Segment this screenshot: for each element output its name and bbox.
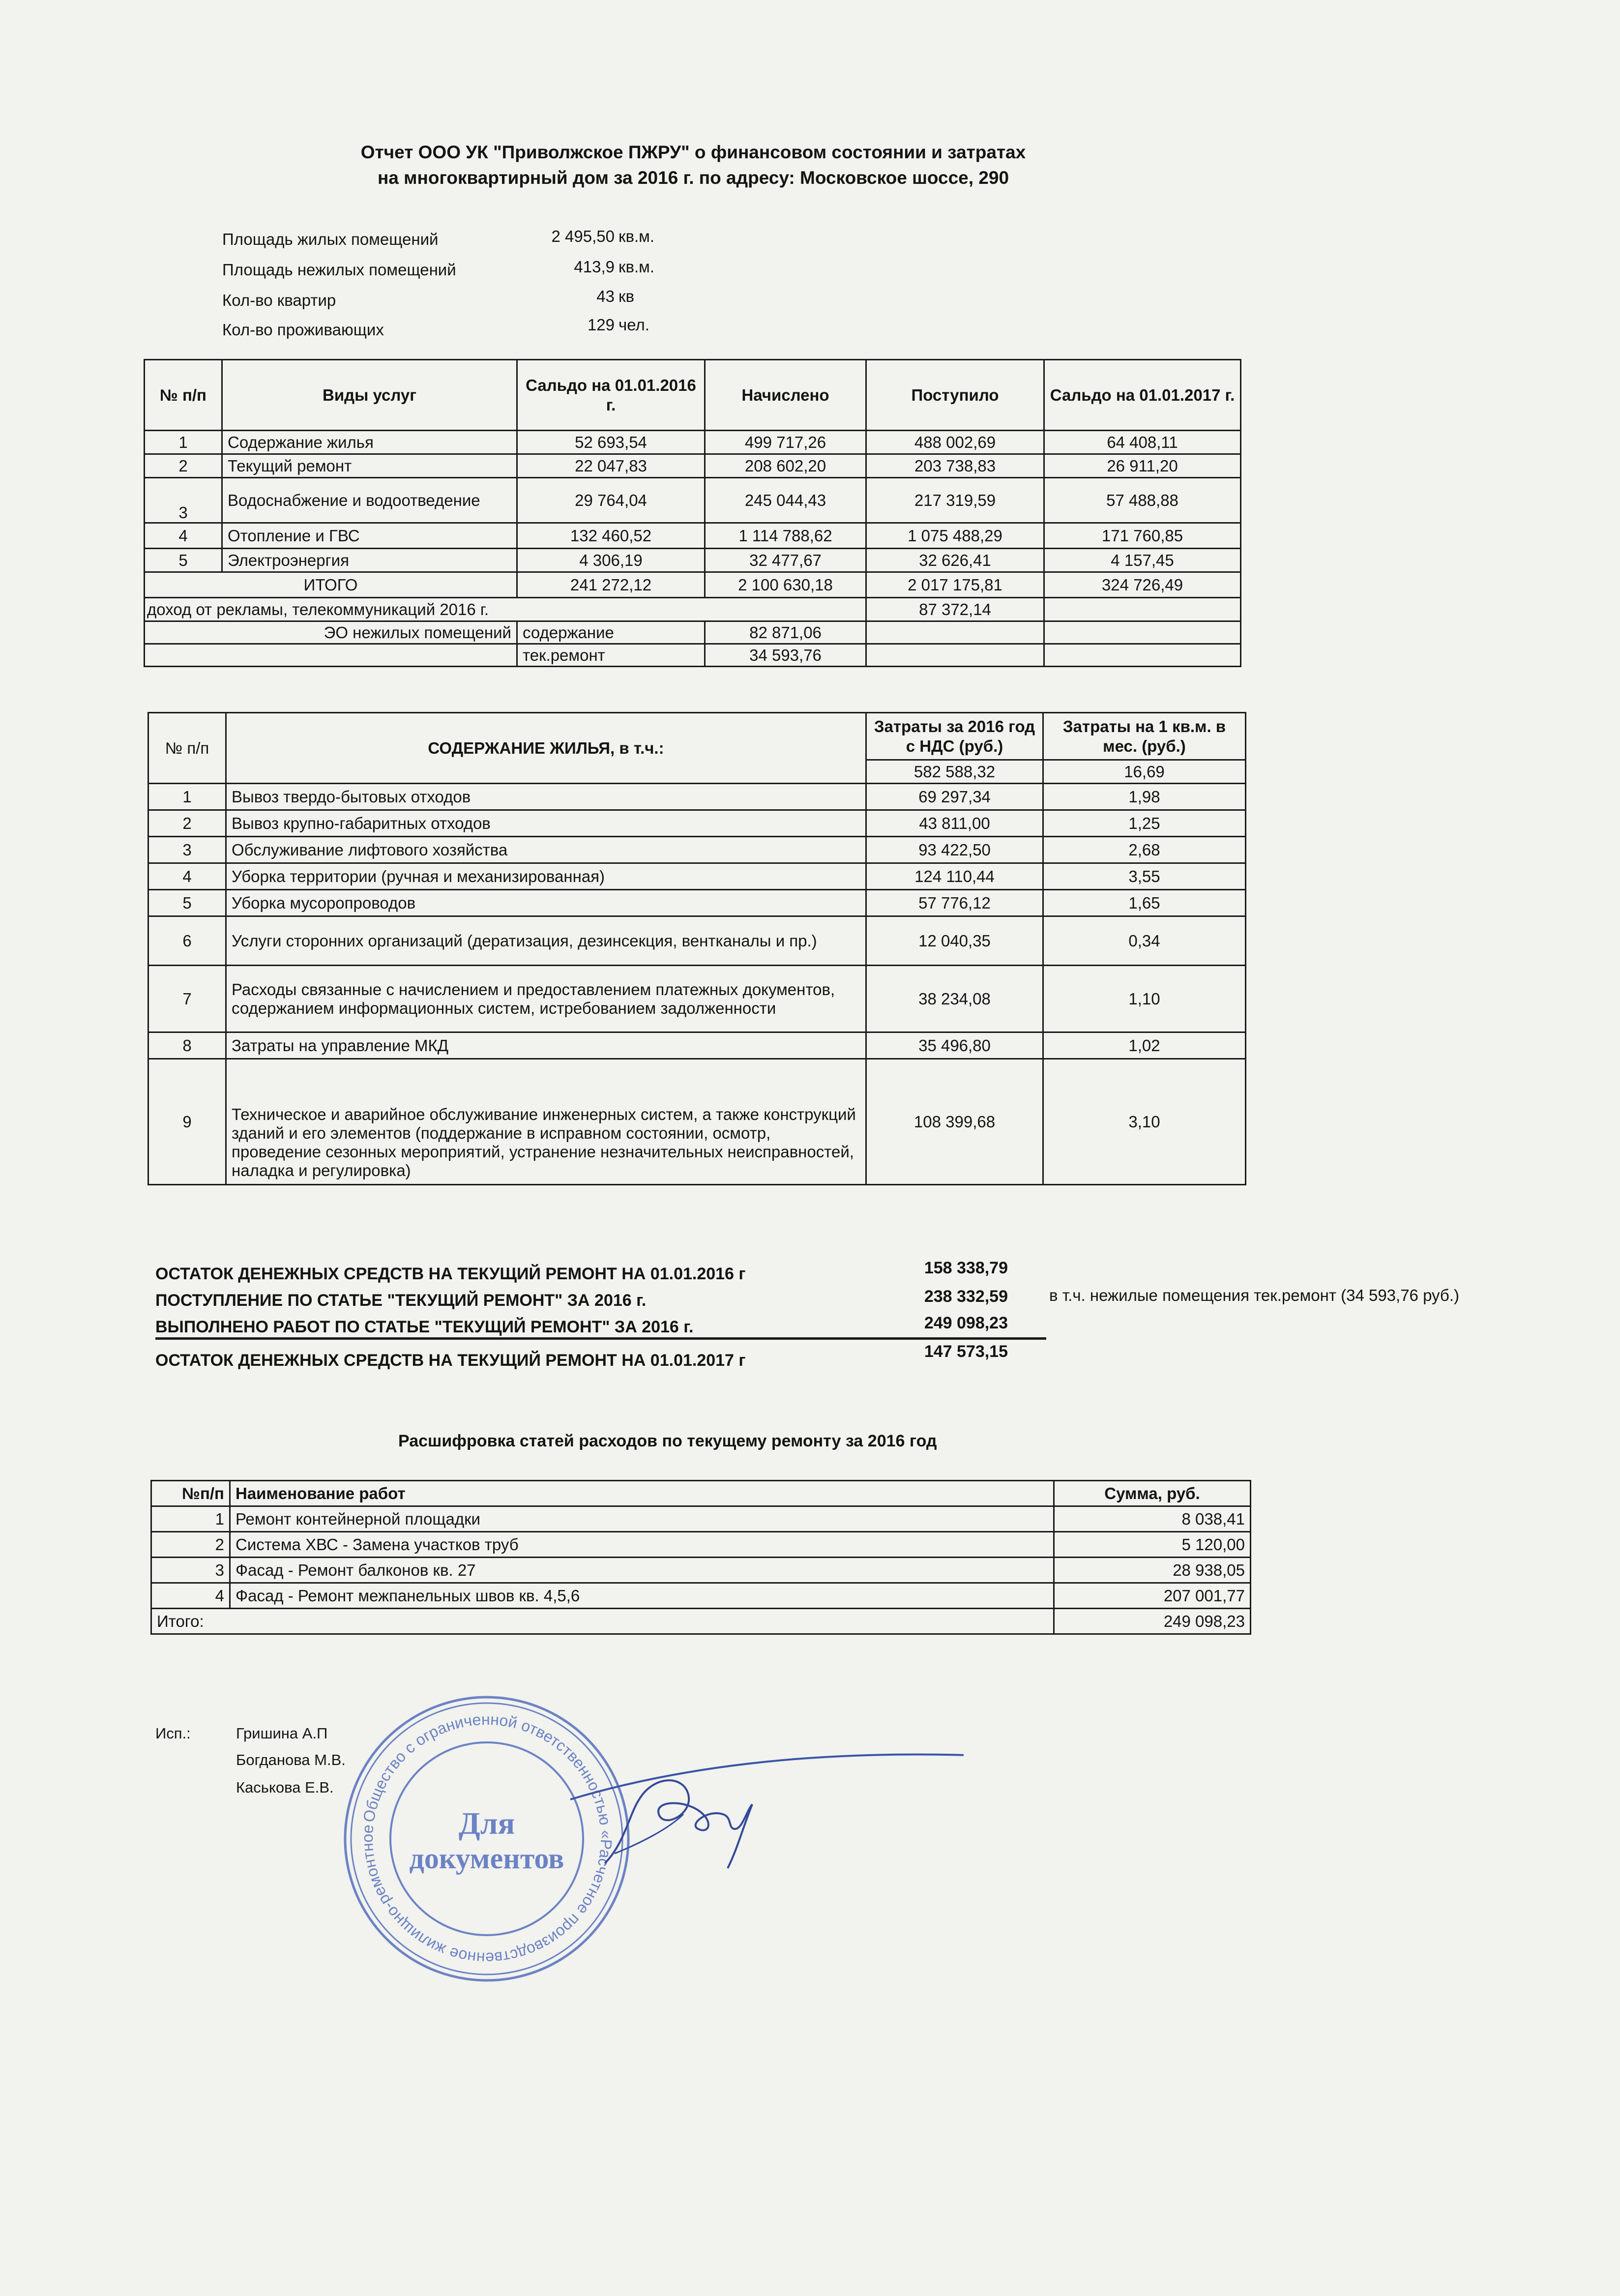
cell-value: 4 306,19 [517,549,705,572]
cell-value: 3,10 [1043,1059,1246,1185]
item-name: Техническое и аварийное обслуживание инженерных систем, а также конструкций зданий и его элементов (поддержание в исправном состоянии, осмотр, проведение сезонных мероприятий, устранение незначительных неисправностей, наладка и регулировка) [226,1059,866,1185]
total-value: 2 017 175,81 [866,572,1044,598]
repair-note: в т.ч. нежилые помещения тек.ремонт (34 593,76 руб.) [1049,1286,1459,1304]
cell-value: 132 460,52 [517,523,705,549]
cell-value: 245 044,43 [705,478,866,523]
cell-value: 93 422,50 [866,837,1043,863]
service-name: Содержание жилья [222,431,517,454]
service-name: Электроэнергия [222,549,517,572]
item-name: Уборка территории (ручная и механизированная) [226,863,866,890]
row-number: 5 [148,890,226,916]
row-number: 1 [145,431,222,454]
report-title-line2: на многоквартирный дом за 2016 г. по адресу: Московское шоссе, 290 [377,168,1009,188]
summary-label: ОСТАТОК ДЕНЕЖНЫХ СРЕДСТВ НА ТЕКУЩИЙ РЕМОНТ НА 01.01.2017 г [155,1351,746,1370]
info-value: 43 [596,287,615,305]
total-label: ИТОГО [145,572,517,598]
cell-value: 43 811,00 [866,810,1043,837]
total-row [151,1609,1251,1634]
item-name: Уборка мусоропроводов [226,890,866,916]
work-name: Фасад - Ремонт межпанельных швов кв. 4,5,6 [230,1583,1054,1609]
ads-income-value: 87 372,14 [866,598,1044,621]
signatory-name: Каськова Е.В. [236,1779,334,1796]
total-value: 16,69 [1043,760,1246,784]
cell-value: 1,98 [1043,784,1246,810]
col-header: № п/п [145,360,222,431]
eo-row [145,621,1241,644]
work-name: Фасад - Ремонт балконов кв. 27 [230,1558,1054,1583]
cell-value: 32 626,41 [866,549,1044,572]
cell-value: 12 040,35 [866,916,1043,966]
summary-divider [155,1337,1046,1340]
total-label: Итого: [151,1609,1054,1634]
row-number: 4 [145,523,222,549]
total-value: 249 098,23 [1054,1609,1251,1634]
table-row [151,1532,1251,1558]
cell-value: 35 496,80 [866,1032,1043,1059]
row-number: 2 [145,454,222,478]
eo-sub-label: содержание [517,621,705,644]
col-header: Сальдо на 01.01.2016 г. [517,360,705,431]
cell-value: 28 938,05 [1054,1558,1251,1583]
ads-income-label: доход от рекламы, телекоммуникаций 2016 г. [145,598,866,621]
info-label: Кол-во квартир [222,291,336,309]
cell-value: 8 038,41 [1054,1506,1251,1532]
summary-value: 238 332,59 [924,1287,1008,1306]
cell-value: 499 717,26 [705,431,866,454]
row-number: 5 [145,549,222,572]
info-unit: чел. [619,316,649,334]
row-number: 7 [148,966,226,1032]
cell-value: 38 234,08 [866,966,1043,1032]
col-header: Начислено [705,360,866,431]
item-name: Услуги сторонних организаций (дератизация, дезинсекция, вентканалы и пр.) [226,916,866,966]
col-header: Наименование работ [230,1481,1054,1506]
report-title-line1: Отчет ООО УК "Приволжское ПЖРУ" о финансовом состоянии и затратах [360,142,1026,162]
breakdown-header-row [151,1481,1251,1506]
eo-sub-value: 34 593,76 [705,644,866,667]
cell-value: 207 001,77 [1054,1583,1251,1609]
table-row [148,1032,1246,1059]
info-value: 413,9 [574,258,615,276]
cell-value: 208 602,20 [705,454,866,478]
signatory-name: Богданова М.В. [236,1751,346,1768]
total-value: 582 588,32 [866,760,1043,784]
cell-value: 22 047,83 [517,454,705,478]
summary-value: 147 573,15 [924,1342,1008,1361]
info-value: 129 [587,316,615,334]
table-row [148,784,1246,810]
table-row [145,454,1241,478]
row-number: 6 [148,916,226,966]
eo-row [145,644,1241,667]
stamp-center-line1: Для [458,1806,515,1841]
eo-label: ЭО нежилых помещений [145,621,517,644]
col-header: Сумма, руб. [1054,1481,1251,1506]
cell-value: 57 776,12 [866,890,1043,916]
services-table [144,359,1241,667]
table-row [148,863,1246,890]
total-row [145,572,1241,598]
stamp-center-line2: документов [409,1842,564,1875]
info-unit: кв.м. [619,258,654,276]
cell-value: 0,34 [1043,916,1246,966]
table-row [148,966,1246,1032]
col-header: № п/п [148,713,226,784]
table-row [151,1506,1251,1532]
col-header: Затраты за 2016 год с НДС (руб.) [866,713,1043,760]
eo-sub-value: 82 871,06 [705,621,866,644]
row-number: 1 [148,784,226,810]
handwritten-signature [541,1731,964,1878]
row-number: 2 [148,810,226,837]
info-label: Площадь нежилых помещений [222,261,456,279]
row-number: 3 [145,478,222,523]
cell-value: 29 764,04 [517,478,705,523]
cell-value: 1,65 [1043,890,1246,916]
service-name: Текущий ремонт [222,454,517,478]
table-row [151,1558,1251,1583]
eo-sub-label: тек.ремонт [517,644,705,667]
item-name: Затраты на управление МКД [226,1032,866,1059]
table-row [145,431,1241,454]
service-name: Отопление и ГВС [222,523,517,549]
col-header: №п/п [151,1481,230,1506]
table-row [145,549,1241,572]
row-number: 3 [148,837,226,863]
cell-value: 203 738,83 [866,454,1044,478]
info-label: Кол-во проживающих [222,321,384,339]
col-header: СОДЕРЖАНИЕ ЖИЛЬЯ, в т.ч.: [226,713,866,784]
total-value: 324 726,49 [1044,572,1241,598]
info-unit: кв [619,287,634,305]
cell-value: 1 114 788,62 [705,523,866,549]
total-value: 241 272,12 [517,572,705,598]
cell-value: 26 911,20 [1044,454,1241,478]
summary-label: ВЫПОЛНЕНО РАБОТ ПО СТАТЬЕ "ТЕКУЩИЙ РЕМОНТ" ЗА 2016 г. [155,1318,694,1336]
services-header-row [145,360,1241,431]
summary-label: ПОСТУПЛЕНИЕ ПО СТАТЬЕ "ТЕКУЩИЙ РЕМОНТ" ЗА 2016 г. [155,1291,647,1310]
col-header: Сальдо на 01.01.2017 г. [1044,360,1241,431]
info-label: Площадь жилых помещений [222,230,439,248]
stamp-ring-text: Общество с ограниченной ответственностью «Расчетное производственное жилищно-ремонтное [358,1710,616,1968]
cell-value: 69 297,34 [866,784,1043,810]
service-name: Водоснабжение и водоотведение [222,478,517,523]
cell-value: 488 002,69 [866,431,1044,454]
breakdown-title: Расшифровка статей расходов по текущему ремонту за 2016 год [398,1432,937,1450]
maintenance-table [147,712,1246,1185]
item-name: Вывоз крупно-габаритных отходов [226,810,866,837]
table-row [151,1583,1251,1609]
cell-value: 57 488,88 [1044,478,1241,523]
cell-value: 5 120,00 [1054,1532,1251,1558]
info-value: 2 495,50 [551,227,615,245]
ads-income-row [145,598,1241,621]
col-header: Поступило [866,360,1044,431]
info-unit: кв.м. [619,227,654,245]
cell-value: 1,25 [1043,810,1246,837]
table-row [148,810,1246,837]
row-number: 2 [151,1532,230,1558]
table-row [148,890,1246,916]
cell-value: 171 760,85 [1044,523,1241,549]
cell-value: 108 399,68 [866,1059,1043,1185]
item-name: Обслуживание лифтового хозяйства [226,837,866,863]
table-row [145,478,1241,523]
summary-label: ОСТАТОК ДЕНЕЖНЫХ СРЕДСТВ НА ТЕКУЩИЙ РЕМОНТ НА 01.01.2016 г [155,1265,746,1283]
row-number: 8 [148,1032,226,1059]
cell-value: 1 075 488,29 [866,523,1044,549]
signatory-name: Гришина А.П [236,1725,328,1742]
summary-value: 158 338,79 [924,1259,1008,1277]
cell-value: 4 157,45 [1044,549,1241,572]
row-number: 4 [151,1583,230,1609]
total-value: 2 100 630,18 [705,572,866,598]
table-row [145,523,1241,549]
cell-value: 124 110,44 [866,863,1043,890]
col-header: Затраты на 1 кв.м. в мес. (руб.) [1043,713,1246,760]
table-row [148,837,1246,863]
item-name: Расходы связанные с начислением и предоставлением платежных документов, содержанием информационных систем, истребованием задолженности [226,966,866,1032]
cell-value: 64 408,11 [1044,431,1241,454]
item-name: Вывоз твердо-бытовых отходов [226,784,866,810]
row-number: 1 [151,1506,230,1532]
summary-value: 249 098,23 [924,1314,1008,1332]
work-name: Система ХВС - Замена участков труб [230,1532,1054,1558]
cell-value: 1,02 [1043,1032,1246,1059]
row-number: 9 [148,1059,226,1185]
table-row [148,916,1246,966]
col-header: Виды услуг [222,360,517,431]
cell-value: 3,55 [1043,863,1246,890]
row-number: 4 [148,863,226,890]
table-row [148,1059,1246,1185]
row-number: 3 [151,1558,230,1583]
signatures-label: Исп.: [155,1725,191,1742]
cell-value: 52 693,54 [517,431,705,454]
cell-value: 32 477,67 [705,549,866,572]
cell-value: 1,10 [1043,966,1246,1032]
cell-value: 2,68 [1043,837,1246,863]
breakdown-table [150,1480,1251,1635]
cell-value: 217 319,59 [866,478,1044,523]
maintenance-header-row [148,713,1246,760]
work-name: Ремонт контейнерной площадки [230,1506,1054,1532]
